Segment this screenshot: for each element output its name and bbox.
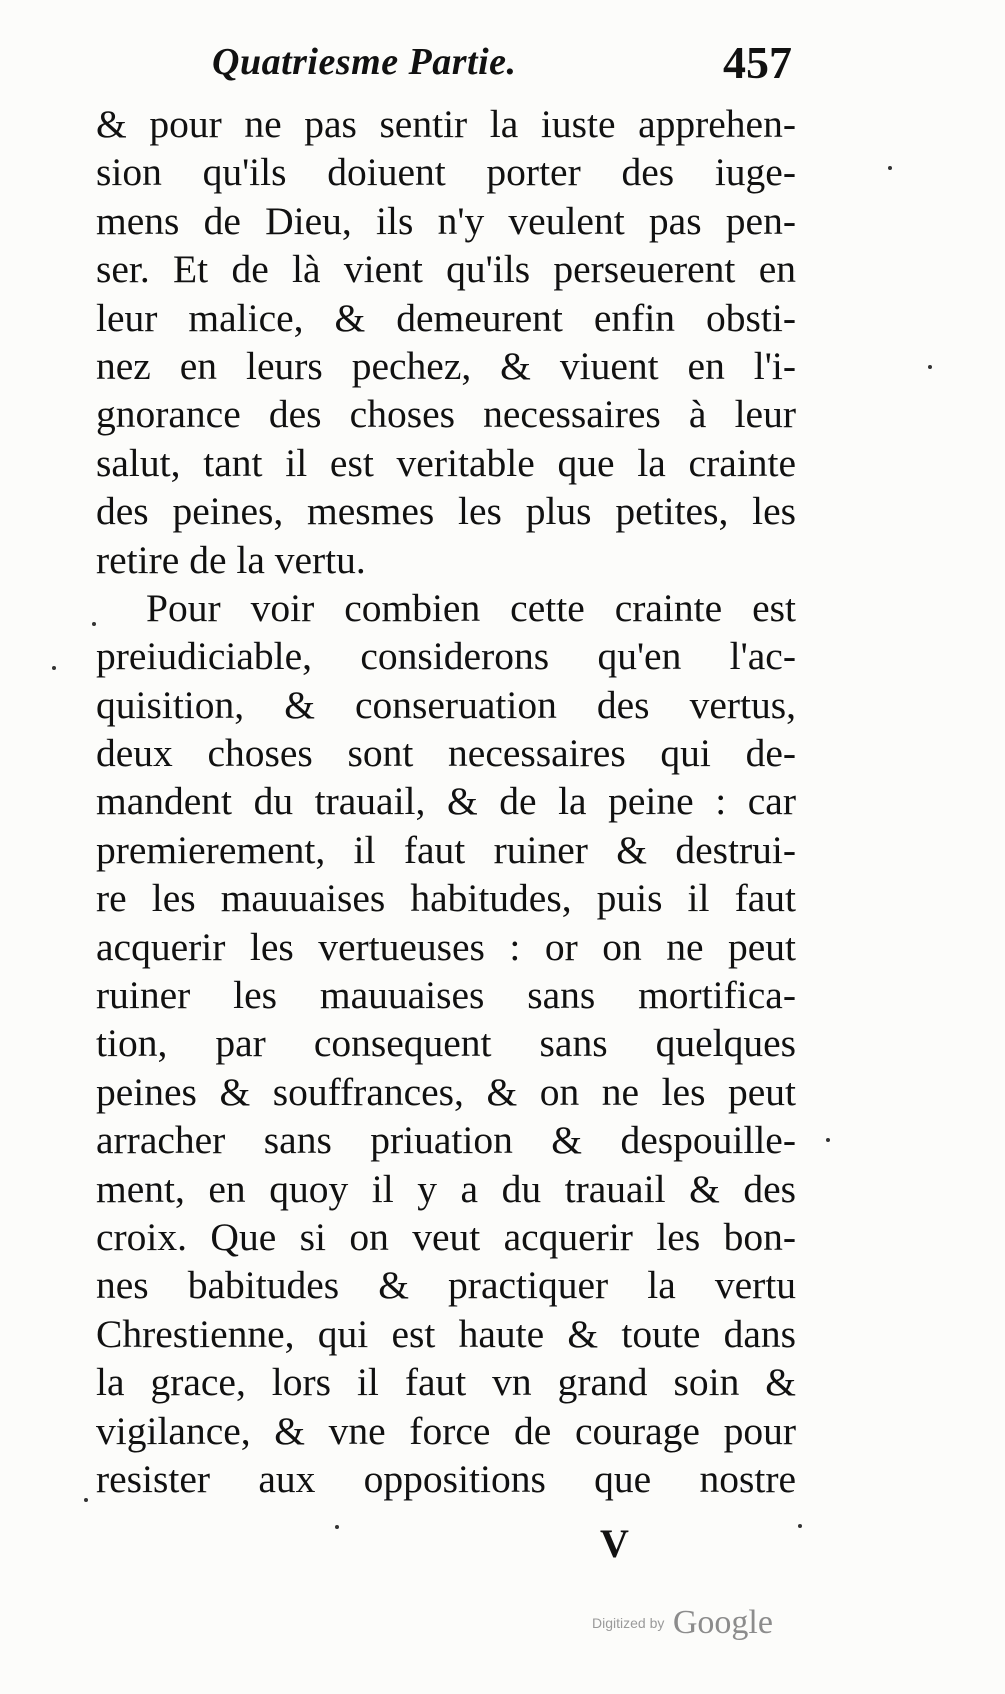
- text-line: nes babitudes & practiquer la vertu: [96, 1263, 796, 1308]
- paragraph-end-line: retire de la vertu.: [96, 537, 366, 582]
- text-line: ser. Et de là vient qu'ils perseuerent en: [96, 247, 796, 292]
- text-line: mandent du trauail, & de la peine : car: [96, 779, 796, 824]
- page-header: [212, 36, 792, 96]
- text-line: resister aux oppositions que nostre: [96, 1456, 796, 1501]
- running-head: Quatriesme Partie.: [212, 41, 517, 83]
- signature-mark: V: [600, 1521, 629, 1566]
- ink-speck: [52, 666, 56, 670]
- text-line: vigilance, & vne force de courage pour: [96, 1408, 796, 1453]
- watermark-prefix: Digitized by: [592, 1615, 665, 1631]
- digitization-watermark: [592, 1604, 773, 1642]
- text-line: ment, en quoy il y a du trauail & des: [96, 1166, 796, 1211]
- text-line: leur malice, & demeurent enfin obsti-: [96, 295, 796, 340]
- ink-speck: [826, 1138, 830, 1142]
- text-line: & pour ne pas sentir la iuste apprehen-: [96, 102, 796, 146]
- text-line: tion, par consequent sans quelques: [96, 1021, 796, 1066]
- text-line: re les mauuaises habitudes, puis il faut: [96, 876, 796, 921]
- text-line: Chrestienne, qui est haute & toute dans: [96, 1311, 796, 1356]
- body-text: [96, 100, 796, 1503]
- text-line: salut, tant il est veritable que la crainte: [96, 440, 796, 485]
- text-line: croix. Que si on veut acquerir les bon-: [96, 1214, 796, 1259]
- ink-speck: [888, 166, 892, 170]
- page-number: 457: [723, 37, 792, 88]
- text-line: la grace, lors il faut vn grand soin &: [96, 1360, 796, 1405]
- text-line: deux choses sont necessaires qui de-: [96, 731, 796, 776]
- paragraph-start-line: Pour voir combien cette crainte est: [146, 585, 796, 630]
- text-line: mens de Dieu, ils n'y veulent pas pen-: [96, 198, 796, 243]
- text-line: preiudiciable, considerons qu'en l'ac-: [96, 634, 796, 679]
- text-line: des peines, mesmes les plus petites, les: [96, 489, 796, 534]
- text-line: peines & souffrances, & on ne les peut: [96, 1069, 796, 1114]
- text-line: premierement, il faut ruiner & destrui-: [96, 827, 796, 872]
- text-line: quisition, & conseruation des vertus,: [96, 682, 796, 727]
- ink-speck: [335, 1525, 339, 1529]
- text-line: nez en leurs pechez, & viuent en l'i-: [96, 343, 796, 388]
- text-line: ruiner les mauuaises sans mortifica-: [96, 973, 796, 1018]
- watermark-brand: Google: [672, 1604, 773, 1641]
- text-line: arracher sans priuation & despouille-: [96, 1118, 796, 1163]
- text-line: gnorance des choses necessaires à leur: [96, 392, 796, 437]
- ink-speck: [798, 1524, 802, 1528]
- text-line: sion qu'ils doiuent porter des iuge-: [96, 150, 796, 195]
- ink-speck: [92, 622, 96, 626]
- ink-speck: [84, 1498, 88, 1502]
- ink-speck: [928, 365, 932, 369]
- text-line: acquerir les vertueuses : or on ne peut: [96, 924, 796, 969]
